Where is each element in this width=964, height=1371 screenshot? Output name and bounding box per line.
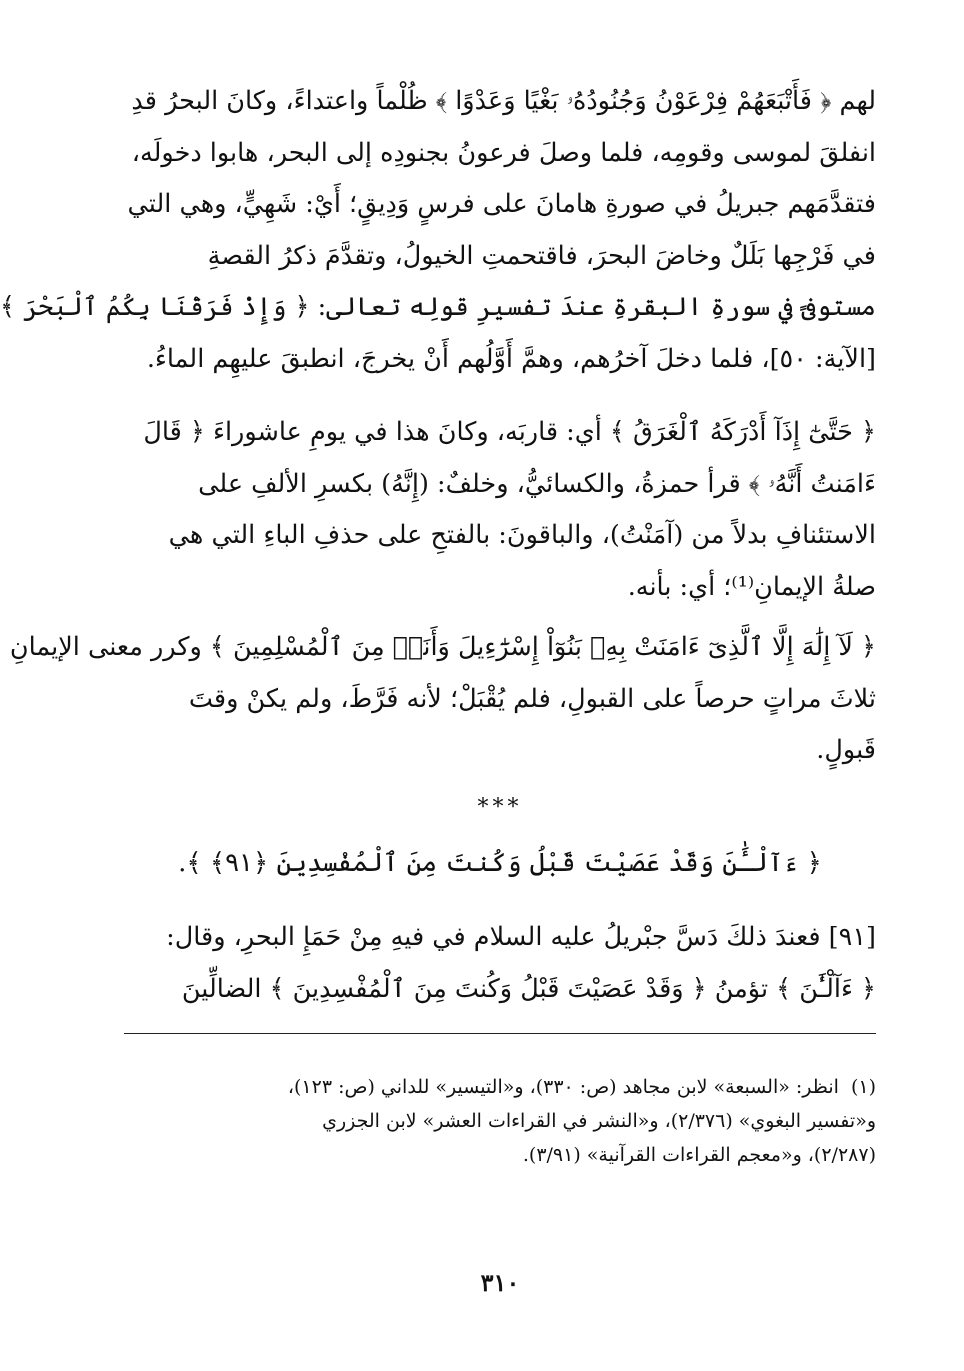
footnote	[124, 1070, 876, 1172]
footnote-number: (١)	[850, 1076, 876, 1098]
text-line: صلةُ الإيمانِ⁽¹⁾؛ أي: بأنه.	[627, 571, 876, 602]
text-line: فتقدَّمَهم جبريلُ في صورةِ هامانَ على فرسٍ وَدِيقٍ؛ أَيْ: شَهِيٍّ، وهي التي	[127, 189, 876, 219]
paragraph-drowning	[124, 407, 876, 613]
text-line: ﴿ حَتَّىٰٓ إِذَآ أَدْرَكَهُ ٱلْغَرَقُ ﴾ أي: قاربَه، وكانَ هذا في يومِ عاشوراءَ ﴿ قَالَ	[143, 417, 876, 447]
text-line: انفلقَ لموسى وقومِه، فلما وصلَ فرعونُ بجنودِه إلى البحر، هابوا دخولَه،	[131, 137, 876, 168]
footnote-text: انظر: «السبعة» لابن مجاهد (ص: ٣٣٠)، و«التيسير» للداني (ص: ١٢٣)،	[287, 1076, 839, 1098]
text-line: في فَرْجِها بَلَلٌ وخاضَ البحرَ، فاقتحمتِ الخيولُ، وتقدَّمَ ذكرُ القصةِ	[207, 240, 876, 271]
footnote-divider	[124, 1033, 876, 1034]
text-line: لهم ﴿ فَأَتْبَعَهُمْ فِرْعَوْنُ وَجُنُودُهُۥ بَغْيًا وَعَدْوًا ﴾ ظُلْماً واعتداءً، وكانَ البحرُ قدِ	[131, 86, 876, 116]
footnote-line: و«تفسير البغوي» (٢/٣٧٦)، و«النشر في القراءات العشر» لابن الجزري	[322, 1110, 876, 1132]
text-line: الاستئنافِ بدلاً من (آمَنْتُ)، والباقونَ: بالفتحِ على حذفِ الباءِ التي هي	[168, 520, 876, 550]
text-line: مستوفىً في سورةِ البقرةِ عندَ تفسيرِ قولِه تعالى: ﴿ وَإِذْ فَرَقْنَا بِكُمُ ٱلْبَحْرَ ﴾	[0, 292, 876, 322]
paragraph-faith	[9, 622, 876, 777]
paragraph-verse-91	[124, 912, 876, 1015]
text-line: ءَامَنتُ أَنَّهُۥ ﴾ قرأ حمزةُ، والكسائيُّ، وخلفٌ: (إِنَّهُ) بكسرِ الألفِ على	[198, 468, 876, 499]
text-line: قَبولٍ.	[816, 735, 876, 765]
text-line: [الآية: ٥٠]، فلما دخلَ آخرُهم، وهمَّ أَوَّلُهم أَنْ يخرجَ، انطبقَ عليهِم الماءُ.	[146, 343, 876, 374]
verse-heading: ﴿ ءَآلْـَٰٔنَ وَقَدْ عَصَيْتَ قَبْلُ وَكُنتَ مِنَ ٱلْمُفْسِدِينَ ﴿٩١﴾ ﴾.	[178, 848, 822, 878]
paragraph-pursuit	[0, 76, 876, 385]
text-line: ثلاثَ مراتٍ حرصاً على القبولِ، فلم يُقْبَلْ؛ لأنه فَرَّطَ، ولم يكنْ وقتَ	[188, 683, 876, 714]
page-number: ٣١٠	[480, 1268, 520, 1297]
footnote-line	[124, 1070, 876, 1104]
footnote-line: (٢/٢٨٧)، و«معجم القراءات القرآنية» (٣/٩١).	[522, 1144, 876, 1166]
text-line: ﴿ ءَآلْـَٰٔنَ ﴾ تؤمنُ ﴿ وَقَدْ عَصَيْتَ قَبْلُ وَكُنتَ مِنَ ٱلْمُفْسِدِينَ ﴾ الضالِّينَ	[181, 973, 876, 1004]
section-separator: ***	[477, 795, 523, 820]
text-line: ﴿ لَآ إِلَٰهَ إِلَّا ٱلَّذِىٓ ءَامَنَتْ بِهِۦ بَنُوٓاْ إِسْرَٰٓءِيلَ وَأَنَا۠ مِنَ ٱلْمُسْلِمِينَ ﴾ وكرر معنى الإيمانِ	[9, 632, 876, 662]
text-line: [٩١] فعندَ ذلكَ دَسَّ جبْريلُ عليه السلام في فيهِ مِنْ حَمَإِ البحرِ، وقال:	[166, 922, 876, 952]
